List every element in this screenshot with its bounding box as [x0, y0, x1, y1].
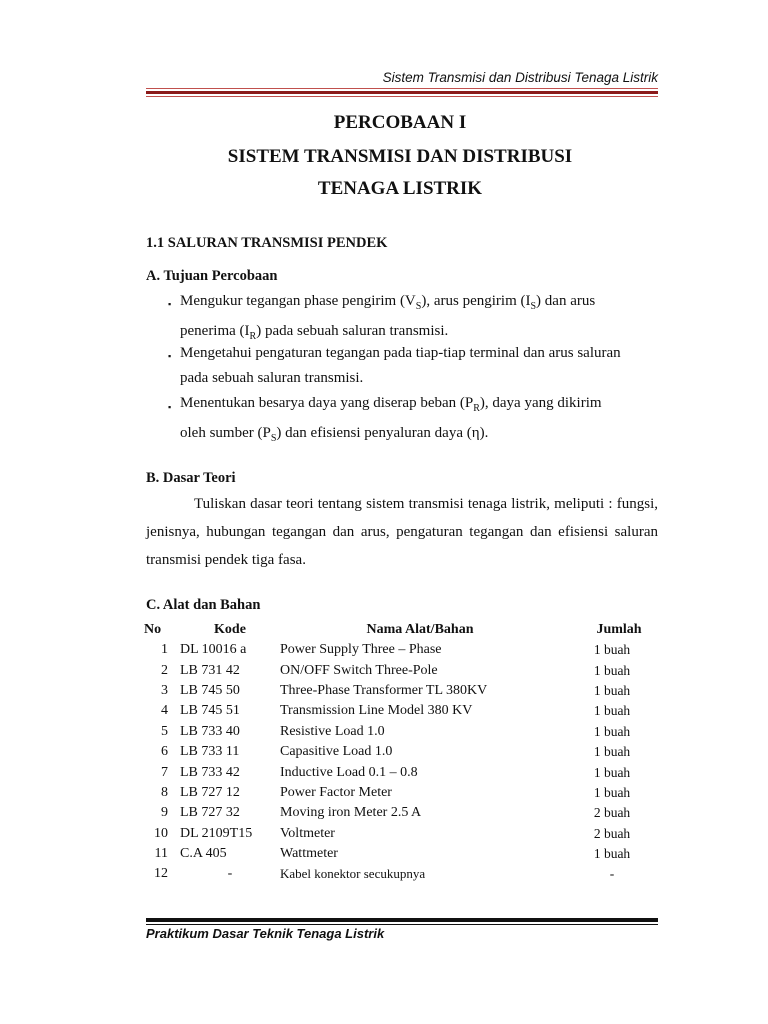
list-item: Mengetahui pengaturan tegangan pada tiap-tiap terminal dan arus saluran pada sebuah saluran transmisi. [180, 345, 621, 386]
cell-no: 7 [161, 764, 168, 780]
cell-nama: ON/OFF Switch Three-Pole [280, 662, 438, 678]
cell-no: 4 [161, 703, 168, 719]
cell-no: 9 [161, 805, 168, 821]
cell-kode: DL 10016 a [180, 642, 247, 658]
table-row [144, 844, 664, 864]
bullet-icon: ▪ [168, 351, 172, 361]
footer-rule-thin [146, 924, 658, 925]
table-row [144, 660, 664, 680]
table-row [144, 864, 664, 884]
running-footer: Praktikum Dasar Teknik Tenaga Listrik [146, 926, 385, 941]
cell-kode: LB 727 12 [180, 784, 240, 800]
table-row [144, 701, 664, 721]
cell-jumlah: 1 buah [593, 703, 631, 719]
table-row [144, 803, 664, 823]
chapter-subtitle-1: SISTEM TRANSMISI DAN DISTRIBUSI [227, 146, 573, 167]
table-row [144, 722, 664, 742]
table-row [144, 762, 664, 782]
cell-kode: LB 745 51 [180, 703, 240, 719]
cell-nama: Three-Phase Transformer TL 380KV [280, 682, 488, 698]
cell-kode: LB 727 32 [180, 805, 240, 821]
running-header: Sistem Transmisi dan Distribusi Tenaga Listrik [382, 70, 658, 85]
cell-kode: C.A 405 [180, 846, 227, 862]
cell-jumlah: 1 buah [593, 764, 631, 780]
paragraph-dasar-teori: Tuliskan dasar teori tentang sistem transmisi tenaga listrik, meliputi : fungsi, jenisnya, hubungan tegangan dan arus, pengaturan tegangan dan efisiensi saluran transmisi pendek tiga fasa. [146, 496, 658, 568]
cell-kode: LB 733 11 [180, 744, 240, 760]
cell-nama: Moving iron Meter 2.5 A [280, 805, 422, 821]
cell-no: 1 [161, 642, 168, 658]
cell-kode: LB 731 42 [180, 662, 240, 678]
column-header-kode: Kode [214, 622, 246, 637]
cell-jumlah: 1 buah [593, 682, 631, 698]
cell-nama: Transmission Line Model 380 KV [280, 703, 473, 719]
cell-kode: LB 733 42 [180, 764, 240, 780]
cell-nama: Voltmeter [280, 825, 335, 841]
section-heading-a: A. Tujuan Percobaan [146, 268, 278, 284]
section-heading-c: C. Alat dan Bahan [146, 597, 261, 613]
cell-jumlah: 2 buah [593, 805, 631, 821]
table-row [144, 681, 664, 701]
cell-nama: Power Factor Meter [280, 784, 392, 800]
header-rule-bottom [146, 96, 658, 97]
header-rule-thick [146, 91, 658, 94]
bullet-icon: ▪ [168, 299, 172, 309]
table-row [144, 640, 664, 660]
cell-no: 12 [154, 866, 168, 882]
bullet-icon: ▪ [168, 402, 172, 412]
table-row [144, 824, 664, 844]
cell-jumlah: - [609, 866, 615, 882]
cell-jumlah: 1 buah [593, 723, 631, 739]
section-heading-1-1: 1.1 SALURAN TRANSMISI PENDEK [146, 235, 388, 251]
cell-kode: DL 2109T15 [180, 825, 253, 841]
cell-nama: Wattmeter [280, 846, 338, 862]
cell-no: 10 [154, 825, 168, 841]
cell-jumlah: 1 buah [593, 642, 631, 658]
cell-kode: - [227, 866, 233, 882]
table-row [144, 742, 664, 762]
cell-jumlah: 1 buah [593, 662, 631, 678]
cell-kode: LB 745 50 [180, 682, 240, 698]
cell-jumlah: 2 buah [593, 825, 631, 841]
list-item: Menentukan besarya daya yang diserap beban $(P_R)$, daya yang dikirim oleh sumber $(P_S)$ dan efisiensi penyaluran daya (η). [180, 395, 602, 444]
cell-nama: Resistive Load 1.0 [280, 723, 385, 739]
chapter-subtitle-2: TENAGA LISTRIK [317, 178, 483, 199]
cell-kode: LB 733 40 [180, 723, 240, 739]
column-header-jumlah: Jumlah [596, 622, 642, 637]
chapter-title: PERCOBAAN I [333, 112, 467, 133]
cell-no: 3 [161, 682, 168, 698]
cell-no: 11 [154, 846, 168, 862]
cell-jumlah: 1 buah [593, 846, 631, 862]
cell-jumlah: 1 buah [593, 784, 631, 800]
cell-jumlah: 1 buah [593, 744, 631, 760]
cell-no: 2 [161, 662, 168, 678]
column-header-no: No [144, 622, 162, 637]
cell-no: 5 [161, 723, 168, 739]
list-item: Mengukur tegangan phase pengirim $(V_S)$, arus pengirim $(I_S)$ dan arus penerima $(I_R)$ pada sebuah saluran transmisi. [180, 293, 596, 342]
cell-nama: Inductive Load 0.1 – 0.8 [280, 764, 418, 780]
tools-table [144, 620, 664, 885]
cell-no: 8 [161, 784, 168, 800]
header-rule-top [146, 88, 658, 89]
section-heading-b: B. Dasar Teori [146, 470, 236, 486]
cell-no: 6 [161, 744, 168, 760]
table-row [144, 783, 664, 803]
footer-rule-thick [146, 918, 658, 922]
cell-nama: Kabel konektor secukupnya [280, 866, 426, 882]
cell-nama: Capasitive Load 1.0 [280, 744, 393, 760]
table-header-row [144, 620, 664, 640]
column-header-nama: Nama Alat/Bahan [366, 622, 474, 637]
cell-nama: Power Supply Three – Phase [280, 642, 442, 658]
